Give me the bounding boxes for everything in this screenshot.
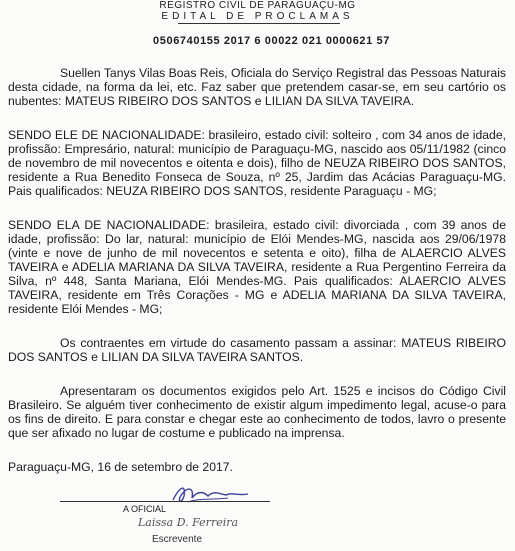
handwritten-signature xyxy=(168,478,258,508)
edital-title: EDITAL DE PROCLAMAS xyxy=(161,11,354,22)
registry-code: 0506740155 2017 6 00022 021 0000621 57 xyxy=(153,35,390,47)
bride-paragraph: SENDO ELA DE NACIONALIDADE: brasileira, estado civil: divorciada , com 39 anos de idade, profissão: Do lar, natural: município de Elói Mendes-MG, nascida aos 29/06/1978 (vinte e nove de junho de mil novecentos e setenta e oito), filha de ALAERCIO ALVES TAVEIRA e ADELIA MARIANA DA SILVA TAVEIRA, residente a Rua Pergentino Ferreira da Silva, nº 448, Santa Mariana, Elói Mendes-MG. Pais qualificados: ALAERCIO ALVES TAVEIRA, residente em Três Corações - MG e ADELIA MARIANA DA SILVA TAVEIRA, residente Elói Mendes - MG; xyxy=(8,218,506,316)
intro-paragraph: Suellen Tanys Vilas Boas Reis, Oficiala do Serviço Registral das Pessoas Naturais desta cidade, na forma da lei, etc. Faz saber que pretendem casar-se, em seu cartório os nubentes: MATEUS RIBEIRO DOS SANTOS e LILIAN DA SILVA TAVEIRA. xyxy=(8,66,506,108)
documents-paragraph: Apresentaram os documentos exigidos pelo Art. 1525 e incisos do Código Civil Brasileiro. Se alguém tiver conhecimento de existir algum impedimento legal, acuse-o para os fins de direito. E para constar e chegar este ao conhecimento de todos, lavro o presente que ser afixado no lugar de costume e publicado na imprensa. xyxy=(8,384,506,440)
header-divider xyxy=(178,23,340,24)
contract-paragraph: Os contraentes em virtude do casamento passam a assinar: MATEUS RIBEIRO DOS SANTOS e LILIAN DA SILVA TAVEIRA SANTOS. xyxy=(8,336,506,364)
registry-title: REGISTRO CIVIL DE PARAGUAÇU-MG xyxy=(159,0,356,11)
document-body xyxy=(8,66,506,494)
date-line: Paraguaçu-MG, 16 de setembro de 2017. xyxy=(8,460,233,474)
official-name-stamp: Laissa D. Ferreira xyxy=(138,516,239,529)
official-role: Escrevente xyxy=(152,534,203,545)
signature-line xyxy=(60,501,270,502)
official-title: A OFICIAL xyxy=(123,504,167,514)
groom-paragraph: SENDO ELE DE NACIONALIDADE: brasileiro, estado civil: solteiro , com 34 anos de idade, profissão: Empresário, natural: município de Paraguaçu-MG, nascido aos 05/11/1982 (cinco de novembro de mil novecentos e oitenta e dois), filho de NEUZA RIBEIRO DOS SANTOS, residente a Rua Benedito Fonseca de Souza, nº 25, Jardim das Acácias Paraguaçu-MG. Pais qualificados: NEUZA RIBEIRO DOS SANTOS, residente Paraguaçu - MG; xyxy=(8,128,506,198)
